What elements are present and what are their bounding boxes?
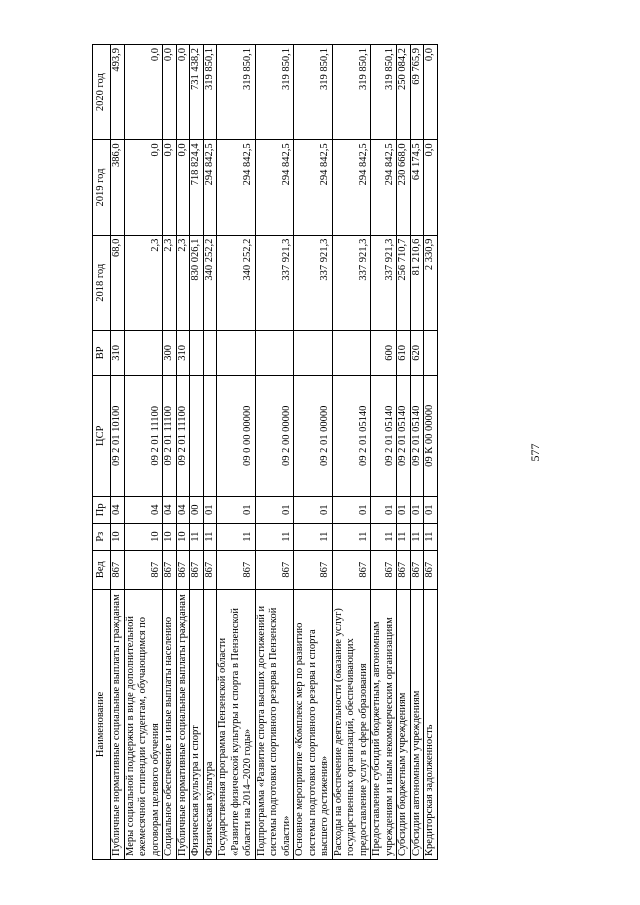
cell-2019: 294 842,5: [203, 140, 217, 235]
cell-vr: 310: [111, 330, 125, 375]
cell-ved: 867: [424, 550, 438, 589]
cell-2019: 294 842,5: [217, 140, 256, 235]
table-row: [203, 45, 217, 860]
table-row: [371, 45, 397, 860]
cell-2018: 81 210,6: [410, 235, 424, 330]
cell-2020: 69 765,9: [410, 45, 424, 140]
cell-rz: 11: [397, 523, 411, 550]
cell-ved: 867: [176, 550, 190, 589]
cell-ved: 867: [124, 550, 163, 589]
table-row: [294, 45, 333, 860]
cell-rz: 11: [203, 523, 217, 550]
cell-rz: 11: [217, 523, 256, 550]
cell-csr: [203, 375, 217, 496]
table-row: [397, 45, 411, 860]
cell-vr: [217, 330, 256, 375]
cell-2019: 294 842,5: [255, 140, 294, 235]
cell-vr: [332, 330, 371, 375]
cell-rz: 11: [332, 523, 371, 550]
cell-csr: 09 2 01 05140: [371, 375, 397, 496]
header-2019: 2019 год: [93, 140, 111, 235]
cell-name: Публичные нормативные социальные выплаты гражданам: [176, 589, 190, 859]
cell-vr: [294, 330, 333, 375]
cell-name: Социальное обеспечение и иные выплаты населению: [163, 589, 177, 859]
cell-2019: 294 842,5: [294, 140, 333, 235]
cell-pr: 01: [332, 496, 371, 523]
cell-2018: 340 252,2: [217, 235, 256, 330]
cell-2020: 319 850,1: [371, 45, 397, 140]
cell-2020: 0,0: [424, 45, 438, 140]
header-rz: Рз: [93, 523, 111, 550]
cell-pr: 04: [111, 496, 125, 523]
cell-ved: 867: [397, 550, 411, 589]
cell-vr: [424, 330, 438, 375]
cell-2019: 0,0: [163, 140, 177, 235]
cell-2018: 2,3: [176, 235, 190, 330]
cell-2018: 2 330,9: [424, 235, 438, 330]
cell-rz: 11: [410, 523, 424, 550]
cell-name: Меры социальной поддержки в виде дополнительной ежемесячной стипендии студентам, обучающимся по договорам целевого обучения: [124, 589, 163, 859]
cell-ved: 867: [163, 550, 177, 589]
cell-2018: 337 921,3: [332, 235, 371, 330]
cell-2019: 294 842,5: [332, 140, 371, 235]
cell-vr: 310: [176, 330, 190, 375]
table-row: [255, 45, 294, 860]
cell-ved: 867: [371, 550, 397, 589]
cell-rz: 11: [294, 523, 333, 550]
cell-2018: 2,3: [124, 235, 163, 330]
cell-ved: 867: [190, 550, 204, 589]
cell-pr: 01: [203, 496, 217, 523]
cell-ved: 867: [111, 550, 125, 589]
cell-2020: 0,0: [163, 45, 177, 140]
cell-pr: 04: [163, 496, 177, 523]
cell-vr: 620: [410, 330, 424, 375]
header-pr: Пр: [93, 496, 111, 523]
cell-name: Физическая культура и спорт: [190, 589, 204, 859]
header-name: Наименование: [93, 589, 111, 859]
cell-name: Государственная программа Пензенской области «Развитие физической культуры и спорта в Пензенской области на 2014–2020 годы»: [217, 589, 256, 859]
header-ved: Вед: [93, 550, 111, 589]
cell-2020: 0,0: [124, 45, 163, 140]
table-row: [190, 45, 204, 860]
cell-2019: 386,0: [111, 140, 125, 235]
cell-pr: 01: [217, 496, 256, 523]
cell-2018: 337 921,3: [371, 235, 397, 330]
table-body: [111, 45, 438, 860]
table-row: [124, 45, 163, 860]
cell-rz: 11: [190, 523, 204, 550]
cell-2020: 731 438,2: [190, 45, 204, 140]
cell-ved: 867: [294, 550, 333, 589]
table-row: [332, 45, 371, 860]
cell-pr: 01: [294, 496, 333, 523]
cell-csr: 09 2 01 11100: [176, 375, 190, 496]
page-number: 577: [528, 443, 542, 462]
cell-ved: 867: [410, 550, 424, 589]
header-2018: 2018 год: [93, 235, 111, 330]
cell-csr: [190, 375, 204, 496]
cell-vr: [190, 330, 204, 375]
header-2020: 2020 год: [93, 45, 111, 140]
cell-csr: 09 2 01 11100: [163, 375, 177, 496]
cell-pr: 00: [190, 496, 204, 523]
cell-vr: [124, 330, 163, 375]
cell-pr: 01: [410, 496, 424, 523]
cell-csr: 09 2 01 00000: [294, 375, 333, 496]
cell-rz: 11: [255, 523, 294, 550]
table-row: [410, 45, 424, 860]
cell-name: Основное мероприятие «Комплекс мер по развитию системы подготовки спортивного резерва и спорта высшего достижения»: [294, 589, 333, 859]
cell-rz: 10: [163, 523, 177, 550]
cell-name: Предоставление субсидий бюджетным, автономным учреждениям и иным некоммерческим организациям: [371, 589, 397, 859]
cell-rz: 11: [424, 523, 438, 550]
cell-2019: 64 174,5: [410, 140, 424, 235]
cell-name: Подпрограмма «Развитие спорта высших достижений и системы подготовки спортивного резерва в Пензенской области»: [255, 589, 294, 859]
cell-2018: 2,3: [163, 235, 177, 330]
cell-rz: 10: [176, 523, 190, 550]
cell-vr: 300: [163, 330, 177, 375]
cell-2018: 830 026,1: [190, 235, 204, 330]
cell-2020: 319 850,1: [217, 45, 256, 140]
cell-2018: 256 710,7: [397, 235, 411, 330]
cell-vr: [203, 330, 217, 375]
table-row: [424, 45, 438, 860]
cell-2018: 337 921,3: [294, 235, 333, 330]
cell-name: Публичные нормативные социальные выплаты гражданам: [111, 589, 125, 859]
budget-table-container: [92, 44, 512, 860]
cell-2020: 319 850,1: [255, 45, 294, 140]
cell-vr: [255, 330, 294, 375]
cell-rz: 10: [111, 523, 125, 550]
cell-name: Субсидии автономным учреждениям: [410, 589, 424, 859]
cell-csr: 09 2 01 10100: [111, 375, 125, 496]
cell-pr: 04: [176, 496, 190, 523]
table-row: [217, 45, 256, 860]
cell-csr: 09 К 00 00000: [424, 375, 438, 496]
cell-pr: 01: [371, 496, 397, 523]
table-header-row: [93, 45, 111, 860]
cell-pr: 01: [397, 496, 411, 523]
cell-2018: 340 252,2: [203, 235, 217, 330]
cell-name: Расходы на обеспечение деятельности (оказание услуг) государственных организаций, обеспечивающих предоставление услуг в сфере образования: [332, 589, 371, 859]
cell-2019: 294 842,5: [371, 140, 397, 235]
cell-2020: 0,0: [176, 45, 190, 140]
cell-csr: 09 2 01 05140: [332, 375, 371, 496]
cell-2019: 230 668,0: [397, 140, 411, 235]
header-vr: ВР: [93, 330, 111, 375]
cell-pr: 01: [424, 496, 438, 523]
cell-2020: 319 850,1: [332, 45, 371, 140]
cell-name: Субсидии бюджетным учреждениям: [397, 589, 411, 859]
cell-pr: 04: [124, 496, 163, 523]
table-row: [111, 45, 125, 860]
budget-table: [92, 44, 438, 860]
cell-ved: 867: [217, 550, 256, 589]
cell-rz: 10: [124, 523, 163, 550]
cell-csr: 09 2 01 11100: [124, 375, 163, 496]
cell-2018: 337 921,3: [255, 235, 294, 330]
cell-vr: 600: [371, 330, 397, 375]
header-csr: ЦСР: [93, 375, 111, 496]
cell-csr: 09 0 00 00000: [217, 375, 256, 496]
cell-2019: 0,0: [424, 140, 438, 235]
cell-ved: 867: [255, 550, 294, 589]
table-row: [163, 45, 177, 860]
cell-csr: 09 2 01 05140: [410, 375, 424, 496]
cell-name: Кредиторская задолженность: [424, 589, 438, 859]
cell-ved: 867: [203, 550, 217, 589]
cell-ved: 867: [332, 550, 371, 589]
cell-2020: 319 850,1: [203, 45, 217, 140]
cell-2020: 250 084,2: [397, 45, 411, 140]
cell-name: Физическая культура: [203, 589, 217, 859]
cell-csr: 09 2 00 00000: [255, 375, 294, 496]
cell-vr: 610: [397, 330, 411, 375]
cell-2020: 493,9: [111, 45, 125, 140]
cell-2019: 0,0: [124, 140, 163, 235]
cell-rz: 11: [371, 523, 397, 550]
cell-csr: 09 2 01 05140: [397, 375, 411, 496]
cell-2019: 718 824,4: [190, 140, 204, 235]
cell-2018: 68,0: [111, 235, 125, 330]
cell-2019: 0,0: [176, 140, 190, 235]
cell-pr: 01: [255, 496, 294, 523]
cell-2020: 319 850,1: [294, 45, 333, 140]
table-row: [176, 45, 190, 860]
